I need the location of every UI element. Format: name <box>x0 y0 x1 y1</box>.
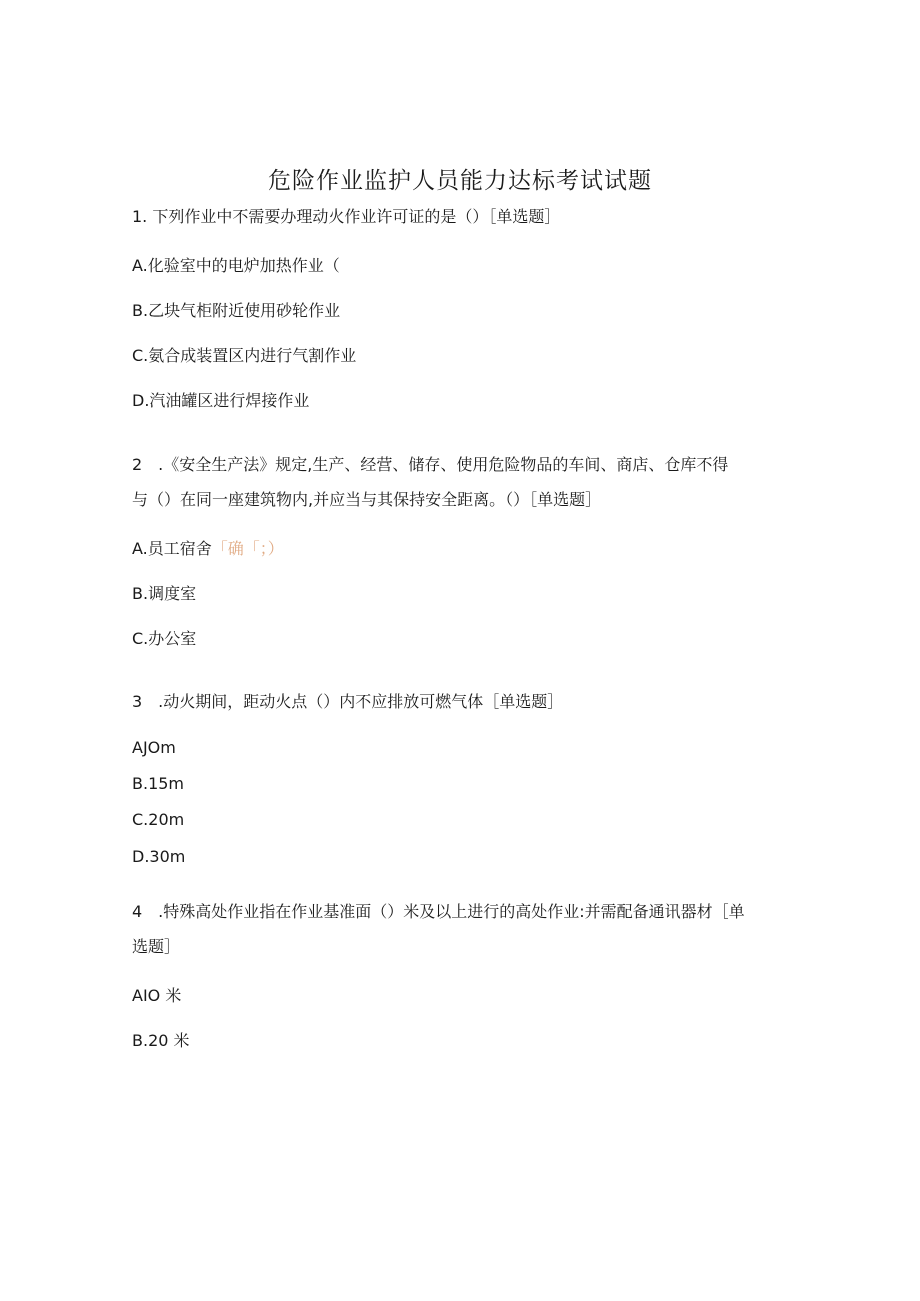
document-title: 危险作业监护人员能力达标考试试题 <box>268 168 652 194</box>
question-4-option-b: B.20 米 <box>132 1031 190 1050</box>
question-4-option-a: AIO 米 <box>132 986 182 1005</box>
question-3-stem: 3 .动火期间，距动火点（）内不应排放可燃气体［单选题］ <box>132 692 564 711</box>
question-3-option-b: B.15m <box>132 774 185 793</box>
question-1-option-c: C.氨合成装置区内进行气割作业 <box>132 346 357 365</box>
answer-mark: 「确「；） <box>211 539 284 558</box>
question-1-stem: 1. 下列作业中不需要办理动火作业许可证的是（）［单选题］ <box>132 207 561 226</box>
question-3-option-a: AJOm <box>132 738 176 757</box>
question-4-stem-line-2: 选题］ <box>132 937 181 956</box>
question-3-option-c: C.20m <box>132 810 185 829</box>
question-4-stem-line-1: 4 .特殊高处作业指在作业基准面（）米及以上进行的高处作业:并需配备通讯器材［单 <box>132 902 745 921</box>
question-2-option-c: C.办公室 <box>132 629 197 648</box>
question-2-option-a-text: A.员工宿舍 <box>132 539 212 558</box>
question-2-stem-line-1: 2 .《安全生产法》规定,生产、经营、储存、使用危险物品的车间、商店、仓库不得 <box>132 455 729 474</box>
question-1-option-a: A.化验室中的电炉加热作业（ <box>132 256 340 275</box>
question-2-option-b: B.调度室 <box>132 584 197 603</box>
question-2-option-a <box>132 539 284 559</box>
question-2-stem-line-2: 与（）在同一座建筑物内,并应当与其保持安全距离。（）［单选题］ <box>132 490 602 509</box>
question-1-option-b: B.乙块气柜附近使用砂轮作业 <box>132 301 341 320</box>
question-1-option-d: D.汽油罐区进行焊接作业 <box>132 391 310 410</box>
question-3-option-d: D.30m <box>132 847 186 866</box>
